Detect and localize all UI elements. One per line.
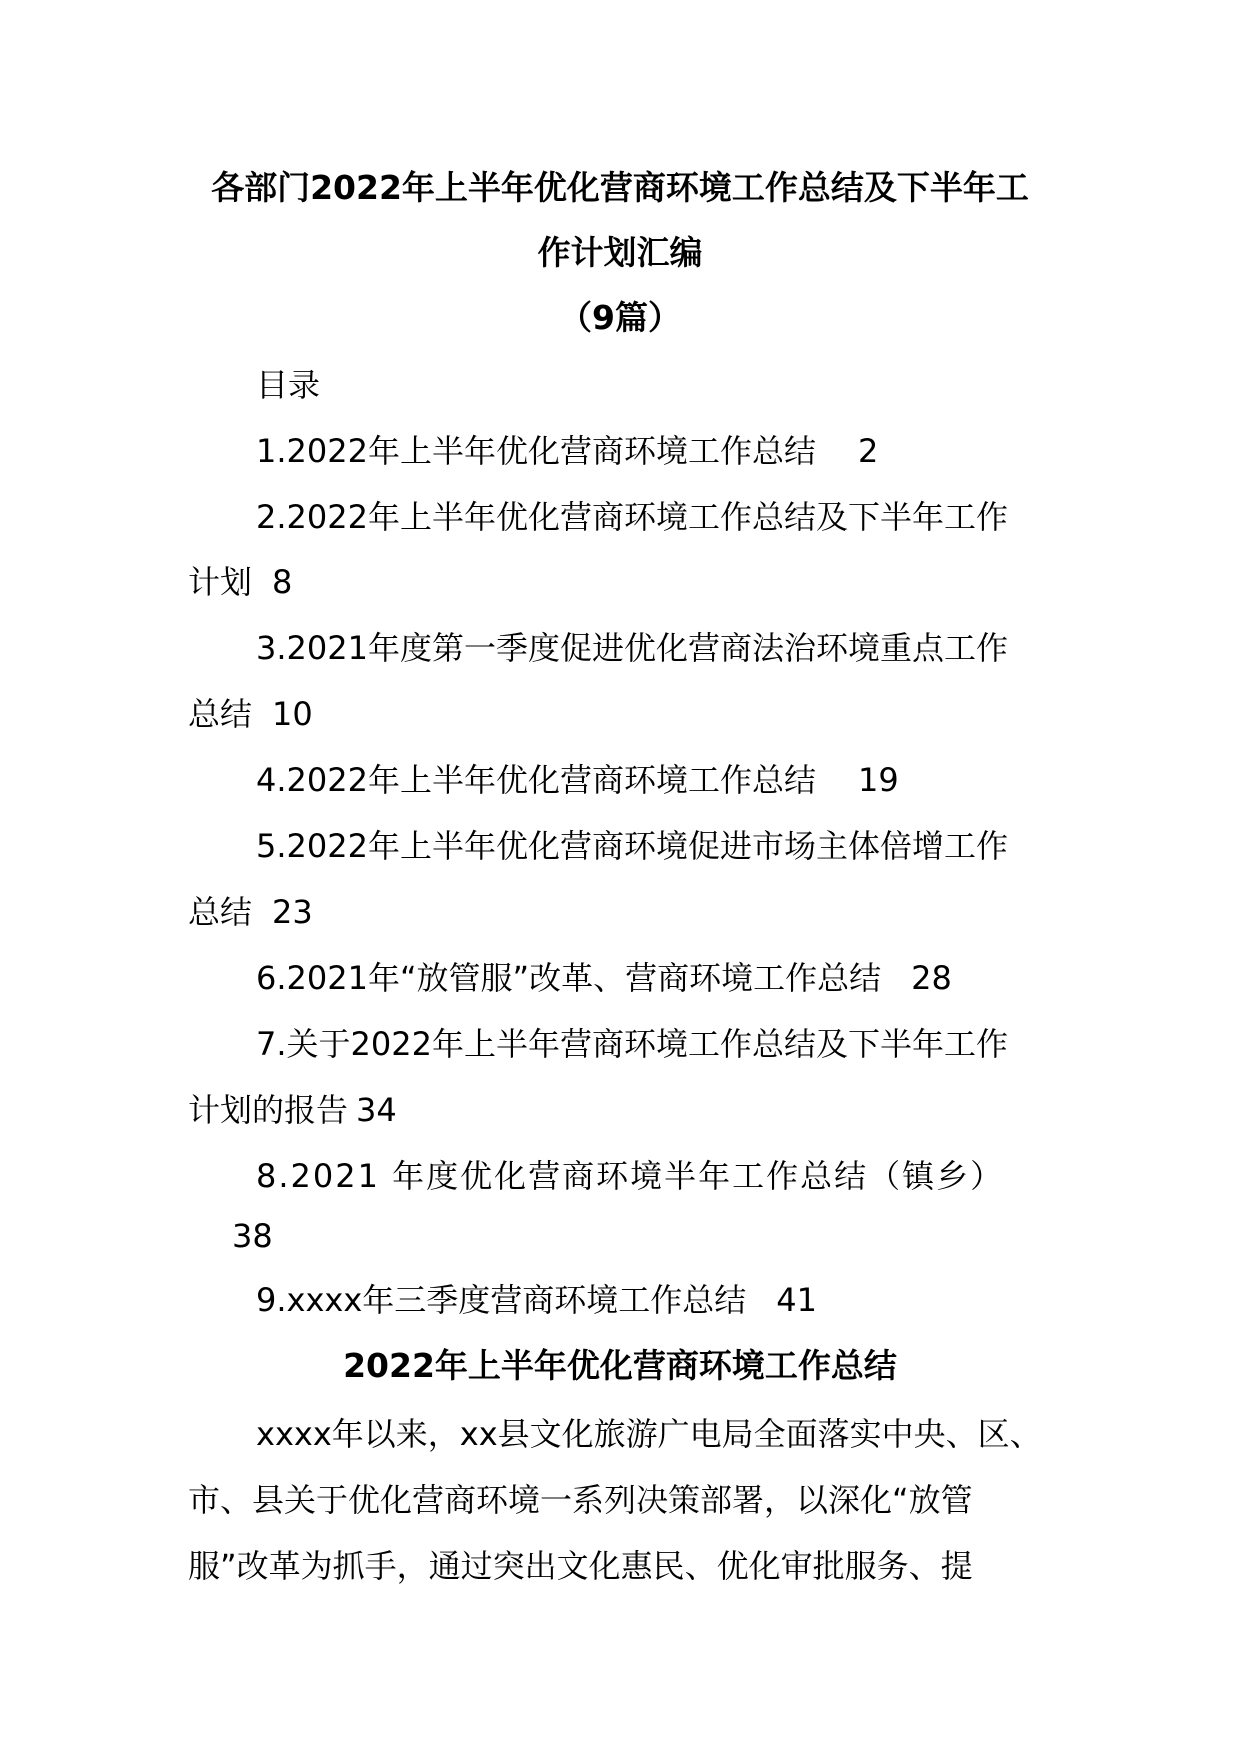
toc-entry xyxy=(256,760,899,800)
toc-entry-text: 9.xxxx年三季度营商环境工作总结 xyxy=(256,1281,747,1319)
toc-entry-page: 10 xyxy=(272,695,313,733)
toc-entry-continuation xyxy=(188,892,313,932)
toc-entry xyxy=(256,1280,817,1320)
toc-entry-page: 38 xyxy=(232,1217,273,1255)
toc-entry xyxy=(256,958,952,998)
toc-entry-continuation xyxy=(188,1090,397,1130)
toc-entry xyxy=(256,826,1008,866)
toc-entry-text: 3.2021年度第一季度促进优化营商法治环境重点工作 xyxy=(256,629,1008,667)
document-title-line-2: 作计划汇编 xyxy=(537,233,703,272)
document-title-line-1: 各部门2022年上半年优化营商环境工作总结及下半年工 xyxy=(211,168,1029,207)
toc-entry xyxy=(256,628,1008,668)
toc-entry-text-cont: 计划的报告 xyxy=(188,1091,349,1129)
body-paragraph-line: xxxx年以来，xx县文化旅游广电局全面落实中央、区、 xyxy=(256,1415,1042,1453)
toc-entry-page: 23 xyxy=(272,893,313,931)
toc-entry-text: 4.2022年上半年优化营商环境工作总结 xyxy=(256,761,816,799)
toc-entry-text: 2.2022年上半年优化营商环境工作总结及下半年工作 xyxy=(256,498,1008,536)
toc-entry xyxy=(256,1024,1008,1064)
document-title-count: （9篇） xyxy=(559,298,681,337)
body-paragraph-line: 服”改革为抓手，通过突出文化惠民、优化审批服务、提 xyxy=(188,1547,973,1585)
toc-label: 目录 xyxy=(256,366,321,404)
toc-entry-text: 1.2022年上半年优化营商环境工作总结 xyxy=(256,432,816,470)
toc-entry-text: 8.2021 年度优化营商环境半年工作总结（镇乡） xyxy=(256,1157,1005,1195)
toc-entry xyxy=(256,497,1008,537)
toc-entry-continuation xyxy=(188,562,292,602)
toc-entry-page: 28 xyxy=(911,959,952,997)
toc-entry-text: 5.2022年上半年优化营商环境促进市场主体倍增工作 xyxy=(256,827,1008,865)
toc-entry-text-cont: 总结 xyxy=(188,893,253,931)
body-paragraph-line: 市、县关于优化营商环境一系列决策部署，以深化“放管 xyxy=(188,1481,973,1519)
section-heading: 2022年上半年优化营商环境工作总结 xyxy=(343,1346,897,1385)
toc-entry xyxy=(256,1156,1004,1196)
toc-entry xyxy=(256,431,878,471)
toc-entry-page: 41 xyxy=(776,1281,818,1319)
toc-entry-page: 2 xyxy=(857,432,879,470)
toc-entry-text-cont: 总结 xyxy=(188,695,253,733)
toc-entry-page: 19 xyxy=(857,761,899,799)
toc-entry-continuation xyxy=(188,694,313,734)
toc-entry-page: 8 xyxy=(272,563,293,601)
toc-entry-text: 7.关于2022年上半年营商环境工作总结及下半年工作 xyxy=(256,1025,1008,1063)
toc-entry-continuation xyxy=(232,1216,273,1256)
toc-entry-page: 34 xyxy=(356,1091,397,1129)
toc-entry-text-cont: 计划 xyxy=(188,563,253,601)
toc-entry-text: 6.2021年“放管服”改革、营商环境工作总结 xyxy=(256,959,882,997)
